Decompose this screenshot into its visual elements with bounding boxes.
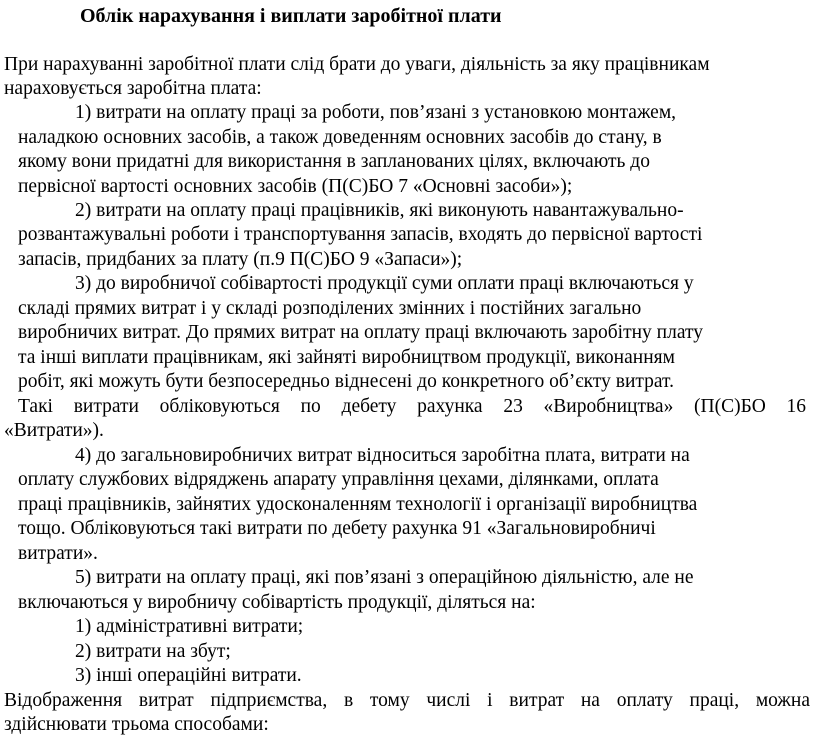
list-item-4-line: 4) до загальновиробничих витрат відноситься заробітна плата, витрати на: [75, 445, 690, 466]
list-item-3-line: складі прямих витрат і у складі розподілених змінних і постійних загально: [18, 298, 642, 319]
list-item-4-line: праці працівників, зайнятих удосконаленням технології і організації виробництва: [18, 494, 698, 515]
list-item-2-line: запасів, придбаних за плату (п.9 П(С)БО 9 «Запаси»);: [18, 249, 463, 270]
paragraph-line: здійснювати трьома способами:: [4, 714, 269, 735]
list-item-1-line: 1) витрати на оплату праці за роботи, пов’язані з установкою монтажем,: [75, 102, 677, 123]
list-item-4-line: витрати».: [18, 543, 98, 564]
sublist-item: 3) інші операційні витрати.: [75, 665, 302, 686]
list-item-3-line: робіт, які можуть бути безпосередньо віднесені до конкретного об’єкту витрат.: [18, 371, 674, 392]
list-item-5-line: включаються у виробничу собівартість продукції, діляться на:: [18, 592, 536, 613]
paragraph-line: Відображення витрат підприємства, в тому числі і витрат на оплату праці, можна: [4, 690, 810, 711]
sublist-item: 1) адміністративні витрати;: [75, 616, 304, 637]
list-item-3-line: та інші виплати працівникам, які зайняті виробництвом продукції, виконанням: [18, 347, 675, 368]
document-title: Облік нарахування і виплати заробітної плати: [80, 5, 502, 27]
list-item-3-line: 3) до виробничої собівартості продукції суми оплати праці включаються у: [75, 273, 694, 294]
list-item-4-line: тощо. Обліковуються такі витрати по дебету рахунка 91 «Загальновиробничі: [18, 518, 656, 539]
list-item-3-line: Такі витрати обліковуються по дебету рахунка 23 «Виробництва» (П(С)БО 16: [18, 396, 806, 417]
list-item-2-line: розвантажувальні роботи і транспортування запасів, входять до первісної вартості: [18, 224, 703, 245]
list-item-1-line: якому вони придатні для використання в запланованих цілях, включають до: [18, 151, 650, 172]
paragraph-line: нараховується заробітна плата:: [4, 78, 262, 99]
sublist-item: 2) витрати на збут;: [75, 641, 231, 662]
paragraph-line: При нарахуванні заробітної плати слід брати до уваги, діяльність за яку працівникам: [4, 54, 710, 75]
list-item-4-line: оплату службових відряджень апарату управління цехами, ділянками, оплата: [18, 469, 659, 490]
list-item-3-line: виробничих витрат. До прямих витрат на оплату праці включають заробітну плату: [18, 322, 703, 343]
list-item-5-line: 5) витрати на оплату праці, які пов’язані з операційною діяльністю, але не: [75, 567, 694, 588]
list-item-2-line: 2) витрати на оплату праці працівників, які виконують навантажувально-: [75, 200, 684, 221]
list-item-1-line: наладкою основних засобів, а також доведенням основних засобів до стану, в: [18, 127, 662, 148]
list-item-1-line: первісної вартості основних засобів (П(С)БО 7 «Основні засоби»);: [18, 176, 573, 197]
list-item-3-line: «Витрати»).: [4, 420, 104, 441]
